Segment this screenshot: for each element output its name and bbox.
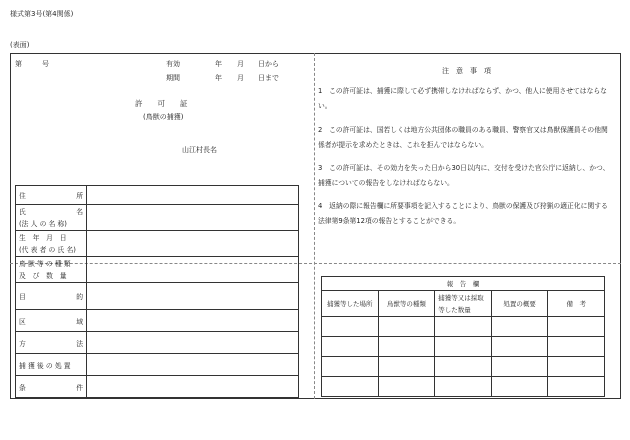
- birthdate-value[interactable]: [87, 231, 299, 257]
- report-title-row: [322, 277, 605, 291]
- method-value[interactable]: [87, 332, 299, 354]
- period-until: 日まで: [258, 74, 279, 82]
- note-item-1: 1 この許可証は、捕獲に際して必ず携帯しなければならず、かつ、他人に使用させてはならない。: [318, 87, 607, 110]
- field-row-species: [16, 257, 299, 283]
- report-col-quantity: 捕獲等又は採取等した数量: [435, 291, 492, 317]
- field-row-name: [16, 205, 299, 231]
- name-value[interactable]: [87, 205, 299, 231]
- report-row: [322, 317, 605, 337]
- validity-month: 月: [237, 60, 244, 68]
- conditions-label: 条 件: [16, 376, 87, 398]
- note-item-2: 2 この許可証は、国若しくは地方公共団体の職員のある職員、警察官又は鳥獣保護員その他関係者が提示を求めたときは、これを拒んではならない。: [318, 126, 608, 149]
- purpose-label: 目 的: [16, 283, 87, 310]
- issuer-name: 山江村長名: [182, 146, 217, 154]
- field-row-area: [16, 310, 299, 332]
- period-month: 月: [237, 74, 244, 82]
- period-label: 期間: [166, 74, 180, 82]
- notes-title: 注 意 事 項: [442, 67, 491, 75]
- field-row-purpose: [16, 283, 299, 310]
- address-value[interactable]: [87, 186, 299, 205]
- field-row-birthdate: [16, 231, 299, 257]
- report-row: [322, 377, 605, 397]
- report-col-place: 捕獲等した場所: [322, 291, 379, 317]
- fold-line-vertical: [314, 53, 315, 399]
- period-year: 年: [215, 74, 222, 82]
- report-header-row: [322, 291, 605, 317]
- note-item-4: 4 返納の際に報告欄に所要事項を記入することにより、鳥獣の保護及び狩猟の適正化に関する法律第9条第12項の報告とすることができる。: [318, 202, 608, 225]
- disposal-label: 捕 獲 後 の 処 置: [16, 354, 87, 376]
- birthdate-label: 生 年 月 日 (代 表 者 の 氏 名): [16, 231, 87, 257]
- permit-fields-table: [15, 185, 299, 398]
- area-label: 区 域: [16, 310, 87, 332]
- validity-year: 年: [215, 60, 222, 68]
- report-row: [322, 357, 605, 377]
- field-row-method: [16, 332, 299, 354]
- species-label: 鳥 獣 等 の 種 類 及 び 数 量: [16, 257, 87, 283]
- report-col-disposal: 処置の概要: [491, 291, 548, 317]
- validity-from: 日から: [258, 60, 279, 68]
- form-number: 様式第3号(第4関係): [10, 10, 74, 18]
- field-row-conditions: [16, 376, 299, 398]
- species-value[interactable]: [87, 257, 299, 283]
- area-value[interactable]: [87, 310, 299, 332]
- permit-number-suffix: 号: [42, 60, 49, 68]
- report-col-remarks: 備 考: [548, 291, 605, 317]
- conditions-value[interactable]: [87, 376, 299, 398]
- permit-subtitle: (鳥獣の捕獲): [143, 113, 184, 121]
- report-table: [321, 276, 605, 397]
- report-title: 報 告 欄: [322, 277, 605, 291]
- purpose-value[interactable]: [87, 283, 299, 310]
- disposal-value[interactable]: [87, 354, 299, 376]
- note-item-3: 3 この許可証は、その効力を失った日から30日以内に、交付を受けた官公庁に返納し、かつ、捕獲についての報告をしなければならない。: [318, 164, 610, 187]
- method-label: 方 法: [16, 332, 87, 354]
- validity-label: 有効: [166, 60, 180, 68]
- address-label: 住 所: [16, 186, 87, 205]
- permit-title: 許 可 証: [135, 99, 188, 108]
- report-col-species: 鳥獣等の種類: [378, 291, 435, 317]
- side-label: (表面): [10, 41, 30, 49]
- field-row-disposal: [16, 354, 299, 376]
- name-label: 氏 名 (法 人 の 名 称): [16, 205, 87, 231]
- permit-number-label: 第: [15, 60, 22, 68]
- report-row: [322, 337, 605, 357]
- field-row-address: [16, 186, 299, 205]
